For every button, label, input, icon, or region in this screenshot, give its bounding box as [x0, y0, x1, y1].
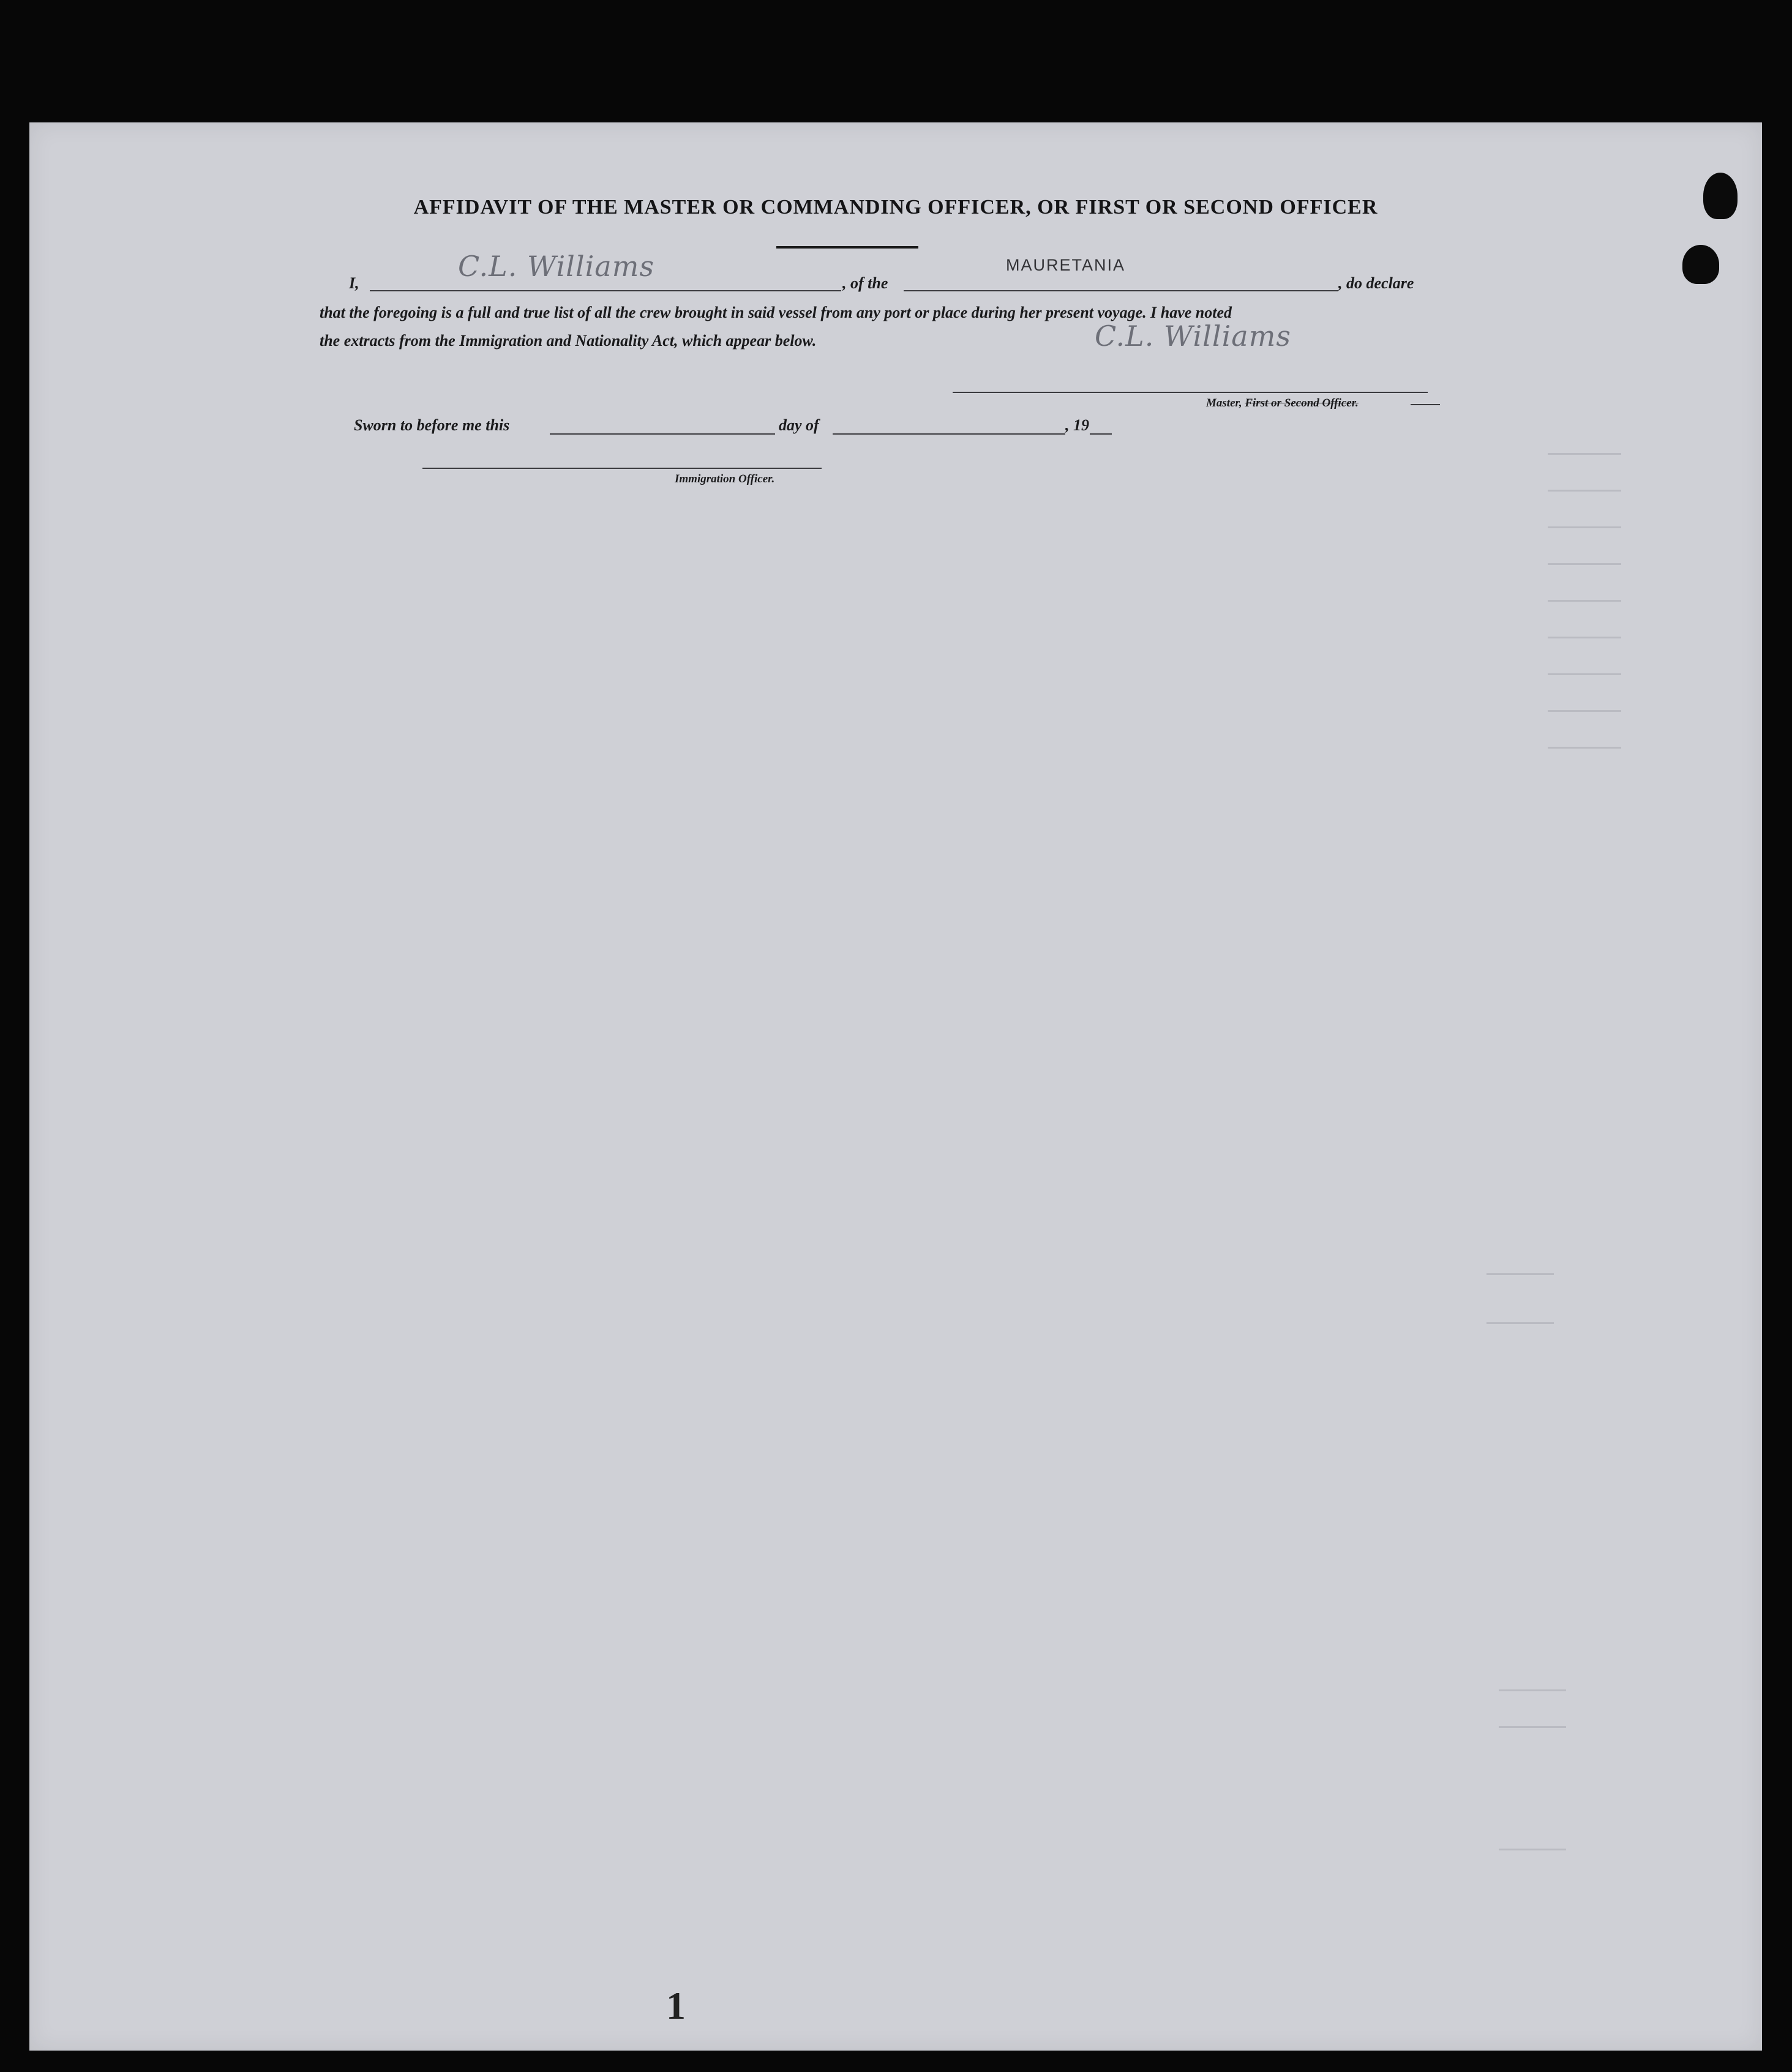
signature-role-label [1206, 397, 1359, 410]
master-signature-name: C.L. Williams [458, 250, 654, 283]
bleed-through-mark [1548, 490, 1621, 492]
master-signature: C.L. Williams [1095, 320, 1291, 353]
sworn-month-line [833, 433, 1065, 435]
bleed-through-mark [1548, 747, 1621, 749]
declaration-line-3: the extracts from the Immigration and Nationality Act, which appear below. [320, 332, 817, 350]
vessel-field-line [904, 290, 1338, 291]
vessel-name-stamp: MAURETANIA [1006, 256, 1126, 274]
bleed-through-mark [1548, 563, 1621, 565]
declaration-line-2: that the foregoing is a full and true list of all the crew brought in said vessel from any port or place during her present voyage. I have noted [320, 304, 1232, 321]
immigration-officer-line [422, 468, 822, 469]
year-prefix-label: , 19 [1065, 416, 1089, 434]
bleed-through-mark [1548, 710, 1621, 712]
do-declare-label: , do declare [1338, 274, 1414, 292]
bleed-through-mark [1548, 600, 1621, 602]
bleed-through-mark [1486, 1273, 1554, 1275]
name-field-line [370, 290, 841, 291]
title-underline [776, 246, 918, 249]
bleed-through-mark [1499, 1849, 1566, 1850]
of-the-label: , of the [842, 274, 888, 292]
bleed-through-mark [1548, 673, 1621, 675]
day-of-label: day of [779, 416, 819, 434]
sworn-day-line [550, 433, 775, 435]
sworn-year-line [1090, 433, 1112, 435]
document-page [29, 122, 1762, 2051]
role-master: Master, [1206, 397, 1242, 410]
bleed-through-mark [1548, 637, 1621, 638]
bleed-through-mark [1499, 1726, 1566, 1728]
signature-line [953, 392, 1428, 393]
sworn-label: Sworn to before me this [354, 416, 510, 434]
bleed-through-mark [1486, 1322, 1554, 1324]
bleed-through-mark [1548, 526, 1621, 528]
bleed-through-mark [1499, 1689, 1566, 1691]
declaration-prefix: I, [349, 274, 359, 292]
role-strike-extension [1411, 404, 1440, 405]
role-struck-officer: First or Second Officer. [1245, 397, 1359, 410]
immigration-officer-label: Immigration Officer. [675, 473, 775, 485]
affidavit-title: AFFIDAVIT OF THE MASTER OR COMMANDING OFFICER, OR FIRST OR SECOND OFFICER [413, 196, 1378, 219]
bottom-stray-mark: 1 [666, 1984, 686, 2027]
punch-hole-bottom [1682, 245, 1719, 284]
bleed-through-mark [1548, 453, 1621, 455]
